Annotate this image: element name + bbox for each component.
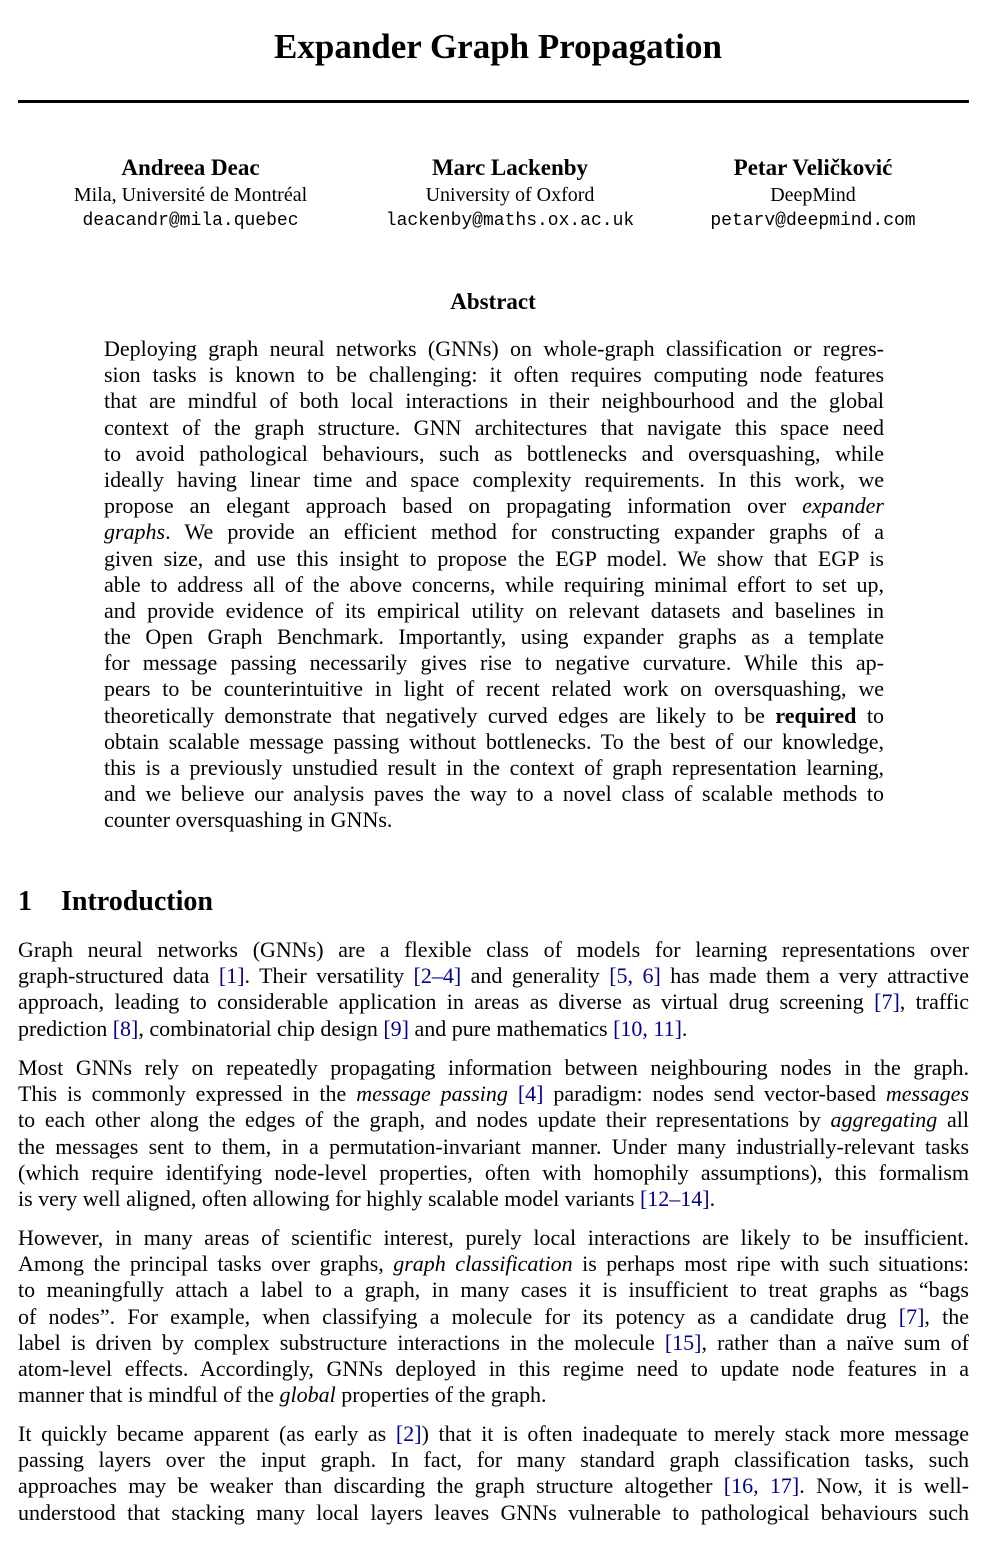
italic-text: graphs bbox=[104, 519, 166, 545]
text-line: pears to be counterintuitive in light of recent related work on oversquashing, we bbox=[104, 676, 884, 702]
author-affiliation: DeepMind bbox=[770, 184, 856, 206]
author-name: Marc Lackenby bbox=[431, 155, 589, 180]
text-line: that are mindful of both local interactions in their neighbourhood and the global bbox=[104, 388, 884, 414]
text-line: context of the graph structure. GNN architectures that navigate this space need bbox=[104, 414, 884, 440]
paper-title: Expander Graph Propagation bbox=[274, 27, 722, 66]
text-line: given size, and use this insight to propose the EGP model. We show that EGP is bbox=[104, 545, 884, 571]
text-line: to avoid pathological behaviours, such as bottlenecks and oversquashing, while bbox=[104, 440, 884, 466]
citation-link[interactable]: [5, 6] bbox=[609, 963, 661, 989]
author-block bbox=[18, 154, 969, 234]
text-line: and provide evidence of its empirical utility on relevant datasets and baselines in bbox=[104, 597, 884, 623]
italic-text: aggregating bbox=[830, 1107, 938, 1133]
citation-link[interactable]: [9] bbox=[383, 1015, 410, 1041]
author-name: Petar Veličković bbox=[733, 155, 893, 180]
author-2 bbox=[363, 154, 657, 234]
author-affiliation: University of Oxford bbox=[425, 184, 595, 206]
citation-link[interactable]: [8] bbox=[112, 1015, 139, 1041]
text-line: understood that stacking many local layers leaves GNNs vulnerable to pathological behaviours such bbox=[18, 1499, 969, 1525]
citation-link[interactable]: [2–4] bbox=[413, 963, 462, 989]
text-line: obtain scalable message passing without bottlenecks. To the best of our knowledge, bbox=[104, 728, 884, 754]
text-line: Deploying graph neural networks (GNNs) on whole-graph classification or regres- bbox=[104, 336, 884, 361]
text-line: prediction [8], combinatorial chip design [9] and pure mathematics [10, 11]. bbox=[18, 1015, 688, 1041]
text-line: propose an elegant approach based on propagating information over expander bbox=[104, 493, 884, 519]
text-line: graphs. We provide an efficient method for constructing expander graphs of a bbox=[104, 519, 884, 545]
citation-link[interactable]: [4] bbox=[517, 1081, 544, 1107]
author-3 bbox=[657, 154, 969, 234]
text-line: This is commonly expressed in the message passing [4] paradigm: nodes send vector-based messages bbox=[18, 1081, 970, 1107]
text-line: theoretically demonstrate that negatively curved edges are likely to be required to bbox=[104, 702, 884, 728]
bold-text: required bbox=[775, 702, 857, 728]
text-line: this is a previously unstudied result in the context of graph representation learning, bbox=[104, 755, 884, 780]
italic-text: messages bbox=[885, 1081, 970, 1107]
text-line: is very well aligned, often allowing for highly scalable model variants [12–14]. bbox=[18, 1185, 716, 1211]
text-line: label is driven by complex substructure interactions in the molecule [15], rather than a naïve sum of bbox=[18, 1329, 970, 1355]
text-line: atom-level effects. Accordingly, GNNs deployed in this regime need to update node features in a bbox=[18, 1355, 969, 1381]
text-line: of nodes”. For example, when classifying a molecule for its potency as a candidate drug [7], the bbox=[18, 1303, 969, 1329]
author-email[interactable]: lackenby@maths.ox.ac.uk bbox=[385, 211, 635, 231]
text-line: approach, leading to considerable application in areas as diverse as virtual drug screening [7], traffic bbox=[18, 989, 969, 1015]
text-line: to meaningfully attach a label to a graph, in many cases it is insufficient to treat graphs as “bags bbox=[18, 1277, 969, 1303]
text-line: for message passing necessarily gives rise to negative curvature. While this ap- bbox=[104, 650, 884, 676]
citation-link[interactable]: [12–14] bbox=[639, 1185, 710, 1211]
citation-link[interactable]: [2] bbox=[395, 1421, 422, 1446]
text-line: able to address all of the above concerns, while requiring minimal effort to set up, bbox=[104, 571, 884, 597]
citation-link[interactable]: [7] bbox=[898, 1303, 925, 1329]
citation-link[interactable]: [10, 11] bbox=[613, 1015, 682, 1041]
section-number: 1 bbox=[18, 886, 32, 917]
italic-text: expander bbox=[802, 493, 884, 519]
paragraph bbox=[18, 937, 969, 1042]
citation-link[interactable]: [1] bbox=[218, 963, 245, 989]
text-line: and we believe our analysis paves the way to a novel class of scalable methods to bbox=[104, 781, 884, 807]
author-affiliation: Mila, Université de Montréal bbox=[73, 184, 308, 206]
text-line: It quickly became apparent (as early as [2]) that it is often inadequate to merely stack more message bbox=[18, 1421, 969, 1446]
section-title: Introduction bbox=[61, 886, 213, 917]
text-line: However, in many areas of scientific interest, purely local interactions are likely to be insufficient. bbox=[18, 1225, 969, 1250]
italic-text: graph classification bbox=[393, 1251, 573, 1277]
text-line: to each other along the edges of the graph, and nodes update their representations by aggregating all bbox=[18, 1107, 969, 1133]
citation-link[interactable]: [16, 17] bbox=[723, 1473, 800, 1499]
author-name: Andreea Deac bbox=[121, 155, 260, 180]
text-line: the Open Graph Benchmark. Importantly, using expander graphs as a template bbox=[104, 624, 884, 650]
section-heading bbox=[18, 884, 213, 920]
text-line: the messages sent to them, in a permutation-invariant manner. Under many industrially-relevant tasks bbox=[18, 1133, 969, 1159]
author-email[interactable]: petarv@deepmind.com bbox=[710, 211, 916, 231]
text-line: manner that is mindful of the global properties of the graph. bbox=[18, 1382, 547, 1408]
abstract-heading: Abstract bbox=[450, 289, 536, 314]
text-line: graph-structured data [1]. Their versatility [2–4] and generality [5, 6] has made them a very attractive bbox=[18, 963, 969, 989]
citation-link[interactable]: [15] bbox=[664, 1329, 702, 1355]
text-line: sion tasks is known to be challenging: it often requires computing node features bbox=[104, 362, 884, 388]
text-line: Among the principal tasks over graphs, graph classification is perhaps most ripe with such situations: bbox=[18, 1251, 970, 1277]
text-line: approaches may be weaker than discarding the graph structure altogether [16, 17]. Now, it is well- bbox=[18, 1473, 969, 1499]
text-line: ideally having linear time and space complexity requirements. In this work, we bbox=[104, 466, 884, 492]
abstract-body bbox=[104, 336, 884, 834]
paragraph bbox=[18, 1055, 969, 1212]
italic-text: global bbox=[279, 1382, 336, 1408]
paragraph bbox=[18, 1225, 969, 1408]
italic-text: message passing bbox=[356, 1081, 508, 1107]
title-rule bbox=[18, 100, 969, 103]
text-line: counter oversquashing in GNNs. bbox=[104, 807, 393, 833]
author-email[interactable]: deacandr@mila.quebec bbox=[82, 211, 299, 231]
author-1 bbox=[18, 154, 363, 234]
paragraph bbox=[18, 1421, 969, 1526]
text-line: Most GNNs rely on repeatedly propagating information between neighbouring nodes in the graph. bbox=[18, 1055, 969, 1080]
text-line: passing layers over the input graph. In fact, for many standard graph classification tasks, such bbox=[18, 1447, 969, 1473]
text-line: (which require identifying node-level properties, often with homophily assumptions), this formalism bbox=[18, 1159, 969, 1185]
citation-link[interactable]: [7] bbox=[874, 989, 900, 1015]
text-line: Graph neural networks (GNNs) are a flexible class of models for learning representations over bbox=[18, 937, 969, 962]
